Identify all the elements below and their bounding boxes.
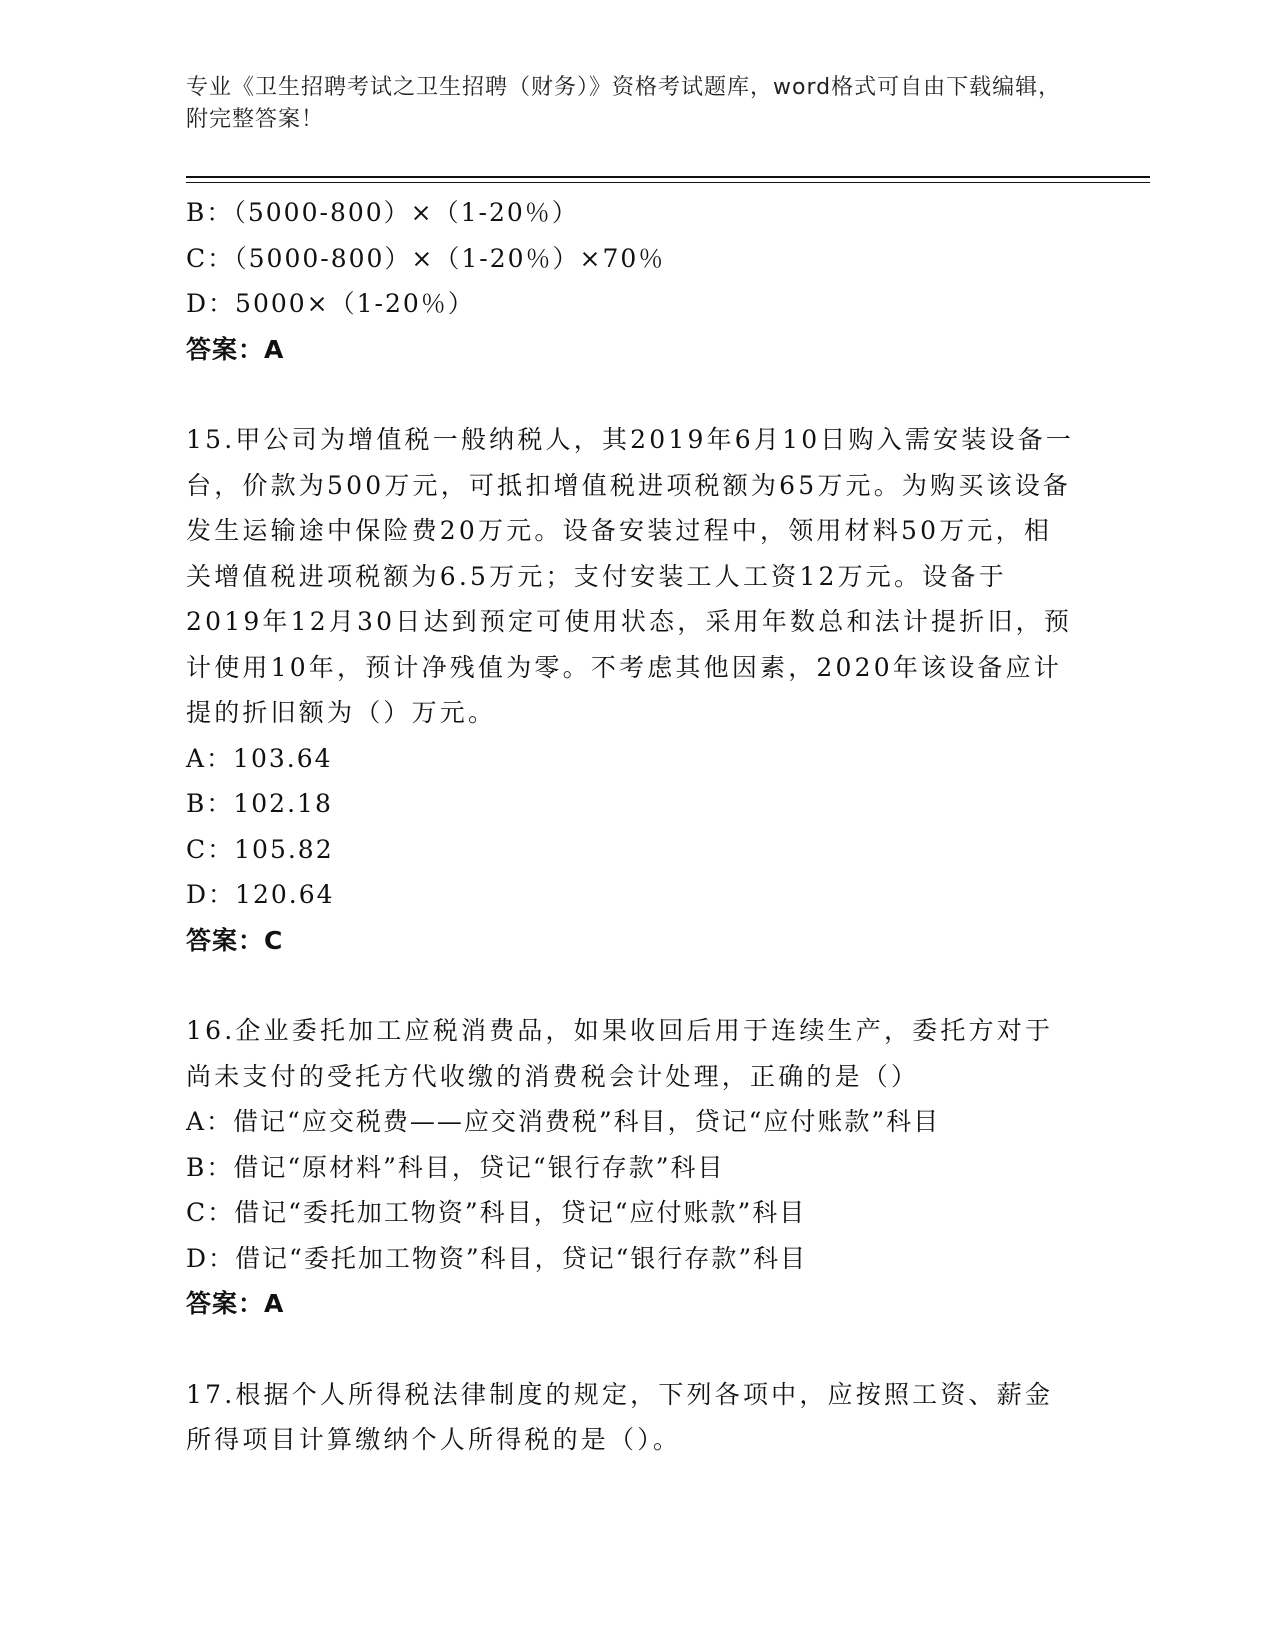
option-b: B：借记“原材料”科目，贷记“银行存款”科目 xyxy=(186,1152,725,1182)
question-15 xyxy=(186,417,1086,963)
question-stem: 17.根据个人所得税法律制度的规定，下列各项中，应按照工资、薪金所得项目计算缴纳个人所得税的是（）。 xyxy=(186,1379,1054,1454)
option-d: D：5000×（1-20％） xyxy=(186,289,475,318)
question-stem: 16.企业委托加工应税消费品，如果收回后用于连续生产，委托方对于尚未支付的受托方代收缴的消费税会计处理，正确的是（） xyxy=(186,1016,1054,1091)
question-content xyxy=(186,190,1086,1463)
option-c: C：（5000-800）×（1-20％）×70％ xyxy=(186,243,666,273)
header-divider-thin xyxy=(186,182,1150,183)
answer: 答案：C xyxy=(186,925,284,955)
option-a: A：103.64 xyxy=(186,743,333,773)
option-a: A：借记“应交税费——应交消费税”科目，贷记“应付账款”科目 xyxy=(186,1107,941,1136)
question-14-tail xyxy=(186,190,1086,372)
option-c: C：105.82 xyxy=(186,834,334,864)
option-c: C：借记“委托加工物资”科目，贷记“应付账款”科目 xyxy=(186,1198,807,1227)
header-divider-thick xyxy=(186,176,1150,178)
option-d: D：借记“委托加工物资”科目，贷记“银行存款”科目 xyxy=(186,1243,808,1273)
option-b: B：102.18 xyxy=(186,789,333,818)
option-d: D：120.64 xyxy=(186,880,335,909)
document-header: 专业《卫生招聘考试之卫生招聘（财务）》资格考试题库，word格式可自由下载编辑，附完整答案！ xyxy=(186,75,1062,132)
option-b: B：（5000-800）×（1-20％） xyxy=(186,198,579,227)
question-16 xyxy=(186,1008,1086,1327)
answer: 答案：A xyxy=(186,1289,285,1318)
answer: 答案：A xyxy=(186,334,285,364)
question-17 xyxy=(186,1372,1086,1463)
question-stem: 15.甲公司为增值税一般纳税人，其2019年6月10日购入需安装设备一台，价款为500万元，可抵扣增值税进项税额为65万元。为购买该设备发生运输途中保险费20万元。设备安装过程中，领用材料50万元，相关增值税进项税额为6.5万元；支付安装工人工资12万元。设备于2019年12月30日达到预定可使用状态，采用年数总和法计提折旧，预计使用10年，预计净残值为零。不考虑其他因素，2020年该设备应计提的折旧额为（）万元。 xyxy=(186,425,1075,727)
